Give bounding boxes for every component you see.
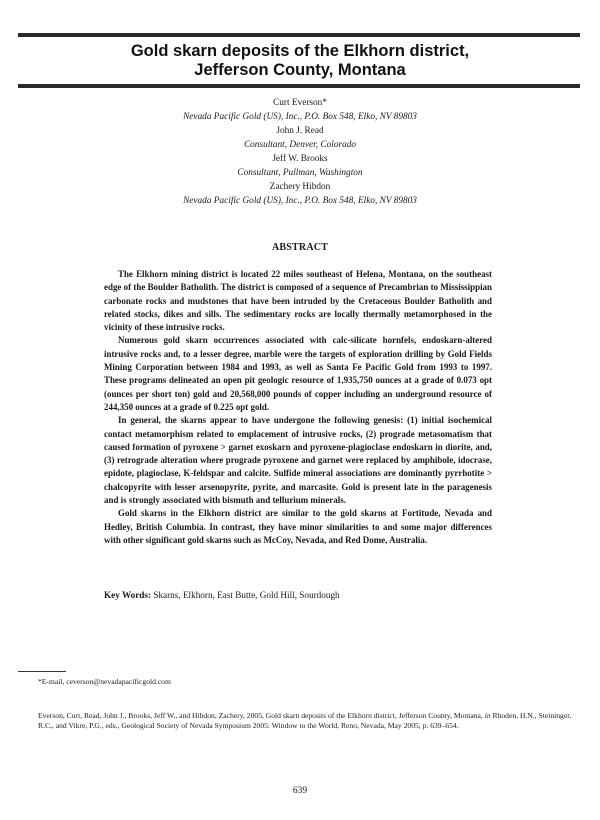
page-number: 639 <box>292 786 308 796</box>
abstract-paragraph: The Elkhorn mining district is located 22 miles southeast of Helena, Montana, on the southeast edge of the Boulder Batholith. The district is composed of a sequence of Precambrian to Mississippian carbonate rocks and mudstones that have been intruded by the Cretaceous Boulder Batholith and related stocks, dikes and sills. The sedimentary rocks are locally thermally metamorphosed in the vicinity of these intrusive rocks. <box>104 269 492 333</box>
author-block <box>60 96 540 208</box>
author-name: Curt Everson* <box>273 98 327 108</box>
title-rule-bottom <box>18 84 580 88</box>
footnote-rule <box>18 671 66 672</box>
keywords <box>104 589 492 602</box>
title-rule-top <box>18 33 580 37</box>
author-affiliation: Nevada Pacific Gold (US), Inc., P.O. Box 548, Elko, NV 89803 <box>183 196 417 206</box>
citation <box>38 711 578 732</box>
abstract-paragraph: In general, the skarns appear to have undergone the following genesis: (1) initial isochemical contact metamorphism related to emplacement of intrusive rocks, (2) prograde metasomatism that caused formation of pyroxene > garnet exoskarn and pyroxene-plagioclase endoskarn in diorite, and, (3) retrograde alteration where prograde pyroxene and garnet were replaced by amphibole, idocrase, epidote, plagioclase, K-feldspar and calcite. Sulfide mineral associations are dominantly pyrrhotite > chalcopyrite with lesser arsenopyrite, pyrite, and marcasite. Gold is present late in the paragenesis and is strongly associated with bismuth and tellurium minerals. <box>104 415 492 506</box>
citation-text: Everson, Curt, Read, John J., Brooks, Jeff W., and Hibdon, Zachery, 2005, Gold skarn deposits of the Elkhorn district, Jefferson County, Montana, <box>38 711 485 720</box>
title-line-2: Jefferson County, Montana <box>194 61 406 79</box>
author-name: Jeff W. Brooks <box>272 154 328 164</box>
abstract-body <box>104 268 492 547</box>
keywords-label: Key Words: <box>104 590 152 600</box>
footnote-email: *E-mail, ceverson@nevadapacificgold.com <box>38 677 171 686</box>
author-name: Zachery Hibdon <box>269 182 331 192</box>
abstract-paragraph: Gold skarns in the Elkhorn district are similar to the gold skarns at Fortitude, Nevada and Hedley, British Columbia. In contrast, they have minor similarities to and some major differences with other significant gold skarns such as McCoy, Nevada, and Red Dome, Australia. <box>104 508 492 545</box>
citation-text-rest: Rhoden, H.N., Steininger, R.C., and Vikre, P.G., eds., Geological Society of Nevada Symposium 2005: Window to the World, Reno, Nevada, May 2005, p. 639–654. <box>38 711 572 731</box>
author-affiliation: Consultant, Denver, Colorado <box>243 140 357 150</box>
author-affiliation: Nevada Pacific Gold (US), Inc., P.O. Box 548, Elko, NV 89803 <box>183 112 417 122</box>
paper-title <box>60 42 540 80</box>
abstract-paragraph: Numerous gold skarn occurrences associated with calc-silicate hornfels, endoskarn-altered intrusive rocks and, to a lesser degree, marble were the targets of exploration drilling by Gold Fields Mining Corporation between 1984 and 1993, as well as Santa Fe Pacific Gold from 1993 to 1997. These programs delineated an open pit geologic resource of 1,935,750 ounces at a grade of 0.073 opt (ounces per short ton) gold and 20,568,000 pounds of copper including an underground resource of 244,350 ounces at a grade of 0.225 opt gold. <box>104 335 492 412</box>
author-name: John J. Read <box>276 126 324 136</box>
abstract-heading: ABSTRACT <box>271 242 329 253</box>
author-affiliation: Consultant, Pullman, Washington <box>237 168 363 178</box>
title-line-1: Gold skarn deposits of the Elkhorn district, <box>130 42 470 60</box>
citation-in: in <box>484 711 491 720</box>
keywords-text: Skarns, Elkhorn, East Butte, Gold Hill, Sourdough <box>153 590 340 600</box>
